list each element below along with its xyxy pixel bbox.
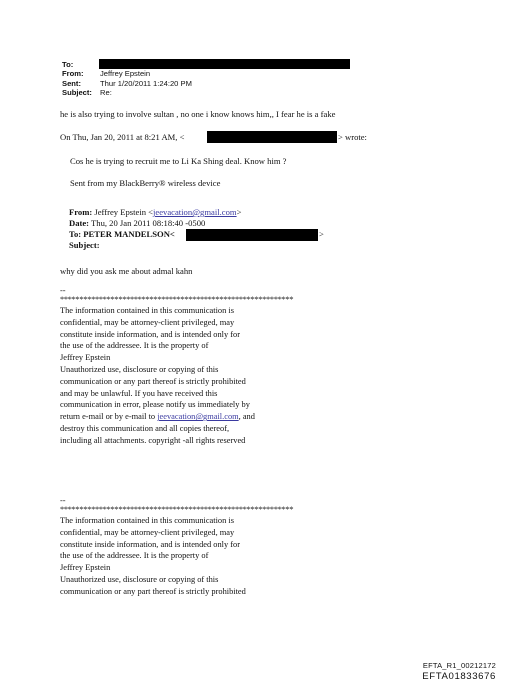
disclaimer-email-suffix: , and: [238, 412, 255, 422]
to-label: To:: [62, 60, 74, 69]
redaction-to: [99, 59, 350, 69]
disclaimer-block-2: [60, 497, 360, 598]
blackberry-signature: Sent from my BlackBerry® wireless device: [70, 178, 221, 188]
disclaimer-line: The information contained in this communication is: [60, 516, 234, 525]
disclaimer-line: and may be unlawful. If you have received this: [60, 388, 218, 398]
disclaimer-line: confidential, may be attorney-client privileged, may: [60, 317, 235, 327]
fwd-date-label: Date:: [69, 218, 90, 228]
disclaimer-block-1: [60, 287, 360, 447]
disclaimer-dashes: --: [60, 286, 66, 295]
disclaimer-line: the use of the addressee. It is the property of: [60, 551, 209, 561]
disclaimer-line: The information contained in this communication is: [60, 306, 234, 315]
reply-text: he is also trying to involve sultan , no one i know knows him,, I fear he is a fake: [60, 109, 336, 119]
sent-value: Thur 1/20/2011 1:24:20 PM: [100, 78, 192, 88]
bates-id-large: EFTA01833676: [422, 671, 496, 682]
fwd-from-label: From:: [69, 207, 93, 217]
disclaimer-line: communication or any part thereof is strictly prohibited: [60, 376, 246, 386]
fwd-from-end: >: [236, 207, 242, 217]
fwd-subject-row: [69, 240, 100, 251]
disclaimer-stars: ************************************************************: [60, 295, 294, 304]
fwd-to-label: To:: [69, 229, 82, 239]
disclaimer-email-prefix: return e-mail or by e-mail to: [60, 412, 158, 422]
from-value: Jeffrey Epstein: [100, 69, 151, 79]
disclaimer-line: confidential, may be attorney-client privileged, may: [60, 527, 235, 537]
disclaimer-line: Jeffrey Epstein: [60, 563, 111, 573]
sent-label: Sent:: [62, 78, 81, 88]
fwd-from-name: Jeffrey Epstein <: [94, 207, 154, 217]
subject-label: Subject:: [62, 88, 92, 98]
quote-intro-text: On Thu, Jan 20, 2011 at 8:21 AM, <: [60, 132, 185, 142]
disclaimer-stars: ************************************************************: [60, 505, 294, 514]
fwd-from-row: [69, 207, 241, 218]
disclaimer-line: destroy this communication and all copies thereof,: [60, 423, 230, 433]
redaction-quote-sender: [207, 131, 337, 143]
fwd-date-value: Thu, 20 Jan 2011 08:18:40 -0500: [91, 218, 206, 228]
disclaimer-email-link[interactable]: jeevacation@gmail.com: [157, 412, 239, 422]
fwd-to-row: [69, 229, 324, 240]
redaction-fwd-to: [186, 229, 318, 241]
disclaimer-line: constitute inside information, and is intended only for: [60, 329, 241, 339]
disclaimer-line: communication in error, please notify us immediately by: [60, 400, 250, 410]
quote-intro: [60, 131, 184, 143]
fwd-to-value: PETER MANDELSON<: [83, 229, 175, 239]
disclaimer-line: Jeffrey Epstein: [60, 353, 111, 363]
disclaimer-line: Unauthorized use, disclosure or copying of this: [60, 574, 219, 584]
bates-id-small: EFTA_R1_00212172: [422, 661, 496, 670]
quoted-line: Cos he is trying to recruit me to Li Ka Shing deal. Know him ?: [70, 156, 287, 166]
quote-wrote: > wrote:: [338, 132, 367, 142]
fwd-from-email-link[interactable]: jeevacation@gmail.com: [153, 207, 237, 217]
disclaimer-line: Unauthorized use, disclosure or copying of this: [60, 364, 219, 374]
disclaimer-line: constitute inside information, and is intended only for: [60, 539, 241, 549]
fwd-date-row: [69, 218, 205, 229]
fwd-message: why did you ask me about admal kahn: [60, 266, 193, 276]
disclaimer-line: communication or any part thereof is strictly prohibited: [60, 586, 246, 596]
disclaimer-email-line: [60, 411, 360, 423]
fwd-subject-label: Subject:: [69, 240, 100, 250]
disclaimer-line: including all attachments. copyright -all rights reserved: [60, 435, 246, 445]
disclaimer-line: the use of the addressee. It is the property of: [60, 341, 209, 351]
fwd-to-end: >: [319, 229, 324, 239]
from-label: From:: [62, 69, 84, 79]
disclaimer-dashes: --: [60, 496, 66, 505]
subject-value: Re:: [100, 88, 112, 98]
